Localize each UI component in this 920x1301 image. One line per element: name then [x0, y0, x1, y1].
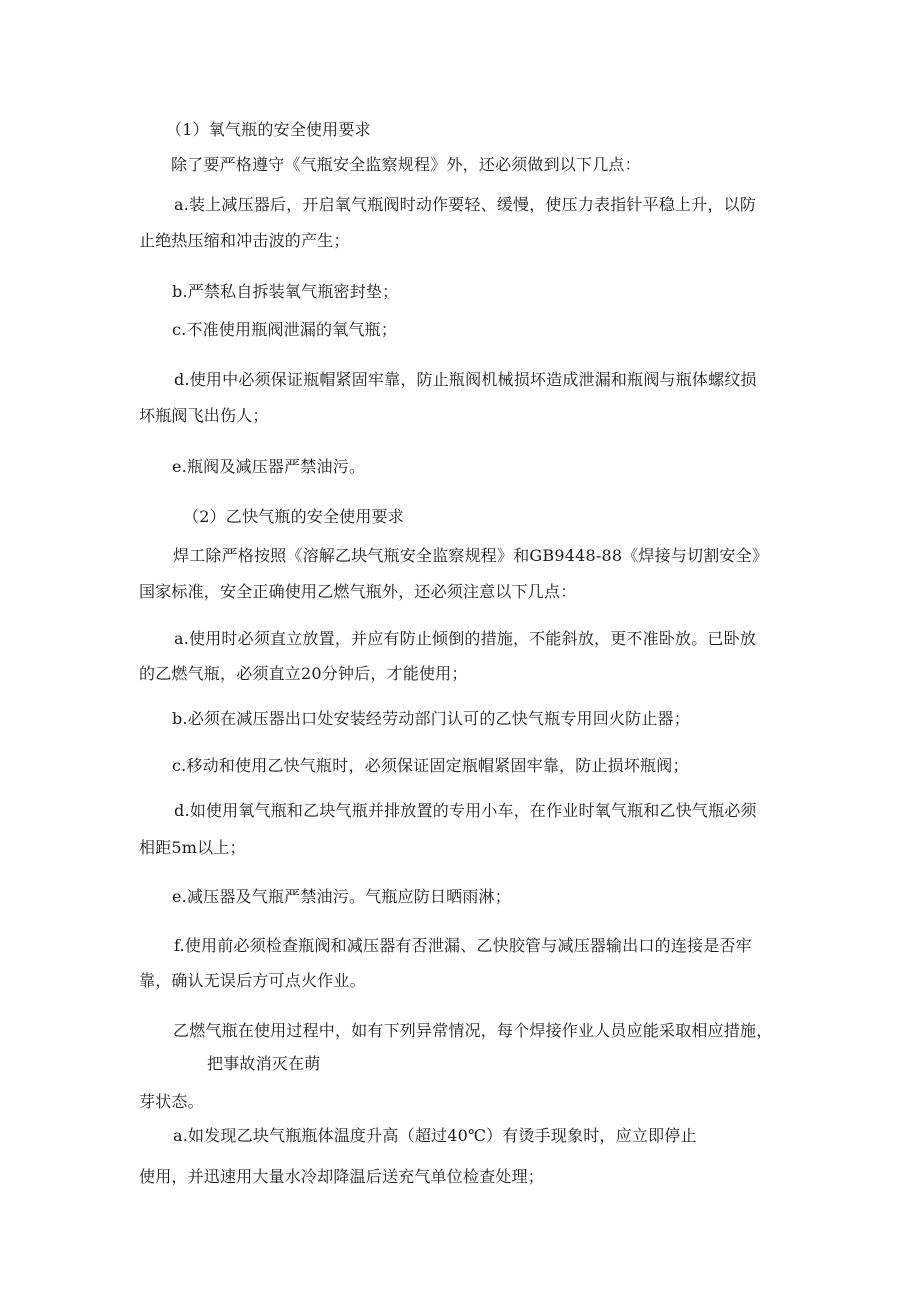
- section2-item-f-line1: f.使用前必须检查瓶阀和减压器有否泄漏、乙快胶管与减压器输出口的连接是否牢: [174, 936, 752, 955]
- section1-heading: （1）氧气瓶的安全使用要求: [166, 120, 371, 139]
- section2-intro-line2: 国家标准，安全正确使用乙燃气瓶外，还必须注意以下几点：: [139, 582, 577, 601]
- section2-item-a-line1: a.使用时必须直立放置，并应有防止倾倒的措施，不能斜放，更不准卧放。已卧放: [174, 629, 757, 648]
- section2-item-d-line2: 相距5m以上；: [139, 838, 246, 857]
- section2-item-e: e.减压器及气瓶严禁油污。气瓶应防日晒雨淋；: [172, 887, 511, 906]
- section1-item-a-line2: 止绝热压缩和冲击波的产生；: [139, 231, 350, 250]
- section2-item-c: c.移动和使用乙快气瓶时，必须保证固定瓶帽紧固牢靠，防止损坏瓶阀；: [172, 756, 689, 775]
- section2-item-a-line2: 的乙燃气瓶，必须直立20分钟后，才能使用；: [139, 664, 468, 683]
- section1-item-b: b.严禁私自拆装氧气瓶密封垫；: [172, 282, 399, 301]
- section1-intro: 除了要严格遵守《气瓶安全监察规程》外，还必须做到以下几点：: [171, 155, 641, 174]
- section2-item-b: b.必须在减压器出口处安装经劳动部门认可的乙快气瓶专用回火防止器；: [172, 709, 690, 728]
- section1-item-c: c.不准使用瓶阀泄漏的氧气瓶；: [172, 320, 398, 339]
- section2-intro-line1: 焊工除严格按照《溶解乙块气瓶安全监察规程》和GB9448-88《焊接与切割安全》: [173, 546, 769, 565]
- section1-item-a-line1: a.装上减压器后，开启氧气瓶阀时动作要轻、缓慢，使压力表指针平稳上升，以防: [174, 195, 757, 214]
- section3-intro-line1: 乙燃气瓶在使用过程中，如有下列异常情况，每个焊接作业人员应能采取相应措施，: [173, 1021, 773, 1040]
- section3-item-a-line2: 使用，并迅速用大量水冷却降温后送充气单位检查处理；: [139, 1167, 545, 1186]
- section3-intro-line3: 芽状态。: [139, 1092, 204, 1111]
- section1-item-d-line1: d.使用中必须保证瓶帽紧固牢靠，防止瓶阀机械损坏造成泄漏和瓶阀与瓶体螺纹损: [174, 370, 757, 389]
- section2-heading: （2）乙快气瓶的安全使用要求: [183, 507, 404, 526]
- section1-item-d-line2: 坏瓶阀飞出伤人；: [139, 406, 269, 425]
- section3-item-a-line1: a.如发现乙块气瓶瓶体温度升高（超过40℃）有烫手现象时，应立即停止: [173, 1126, 697, 1145]
- section2-item-f-line2: 靠，确认无误后方可点火作业。: [139, 971, 366, 990]
- section1-item-e: e.瓶阀及减压器严禁油污。: [172, 457, 366, 476]
- section3-intro-line2: 把事故消灭在萌: [207, 1054, 321, 1073]
- section2-item-d-line1: d.如使用氧气瓶和乙块气瓶并排放置的专用小车，在作业时氧气瓶和乙快气瓶必须: [174, 801, 757, 820]
